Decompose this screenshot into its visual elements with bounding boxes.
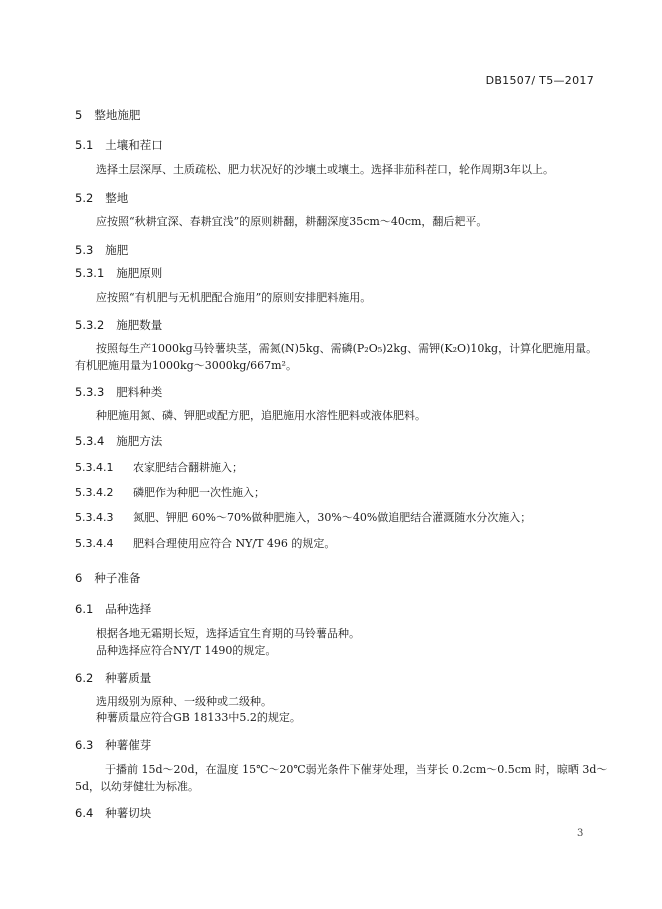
section-6-2-text: 选用级别为原种、一级种或二级种。 [96,695,272,708]
section-6-1-heading: 6.1 品种选择 [75,602,152,616]
section-5-3-3-heading: 5.3.3 肥料种类 [75,385,163,399]
section-6-3-text-cont: 5d，以幼芽健壮为标准。 [75,780,200,793]
section-5-3-2-text-cont: 有机肥施用量为1000kg～3000kg/667m²。 [75,359,297,372]
page-number: 3 [577,828,584,839]
list-item: 5.3.4.1 农家肥结合翻耕施入； [75,461,243,474]
section-6-4-heading: 6.4 种薯切块 [75,806,152,820]
section-5-3-3-text: 种肥施用氮、磷、钾肥或配方肥，追肥施用水溶性肥料或液体肥料。 [96,409,426,422]
section-6-1-text: 根据各地无霜期长短，选择适宜生育期的马铃薯品种。 [96,627,360,640]
section-6-heading: 6 种子准备 [75,571,141,585]
section-6-1-text-cont: 品种选择应符合NY/T 1490的规定。 [96,644,277,657]
section-6-2-heading: 6.2 种薯质量 [75,671,152,685]
section-5-3-4-heading: 5.3.4 施肥方法 [75,434,163,448]
section-5-3-2-text: 按照每生产1000kg马铃薯块茎，需氮(N)5kg、需磷(P₂O₅)2kg、需钾(K₂O)10kg，计算化肥施用量。 [96,342,598,355]
section-5-3-1-text: 应按照“有机肥与无机肥配合施用”的原则安排肥料施用。 [96,291,372,304]
document-code: DB1507/ T5—2017 [485,74,594,87]
section-5-3-1-heading: 5.3.1 施肥原则 [75,266,163,280]
section-5-1-text: 选择土层深厚、土质疏松、肥力状况好的沙壤土或壤土。选择非茄科茬口，轮作周期3年以上。 [96,163,554,176]
section-5-1-heading: 5.1 土壤和茬口 [75,138,163,152]
section-5-2-text: 应按照“秋耕宜深、春耕宜浅”的原则耕翻，耕翻深度35cm～40cm，翻后耙平。 [96,215,488,228]
section-5-3-heading: 5.3 施肥 [75,243,129,257]
list-item: 5.3.4.3 氮肥、钾肥 60%～70%做种肥施入，30%～40%做追肥结合灌溉随水分次施入； [75,511,532,524]
section-5-heading: 5 整地施肥 [75,108,141,122]
list-item: 5.3.4.4 肥料合理使用应符合 NY/T 496 的规定。 [75,537,336,550]
section-5-3-2-heading: 5.3.2 施肥数量 [75,318,163,332]
section-6-3-text: 于播前 15d～20d，在温度 15℃～20℃弱光条件下催芽处理，当芽长 0.2cm～0.5cm 时，晾晒 3d～ [105,763,608,776]
section-6-2-text-cont: 种薯质量应符合GB 18133中5.2的规定。 [96,711,301,724]
section-5-2-heading: 5.2 整地 [75,191,129,205]
list-item: 5.3.4.2 磷肥作为种肥一次性施入； [75,486,265,499]
section-6-3-heading: 6.3 种薯催芽 [75,738,152,752]
